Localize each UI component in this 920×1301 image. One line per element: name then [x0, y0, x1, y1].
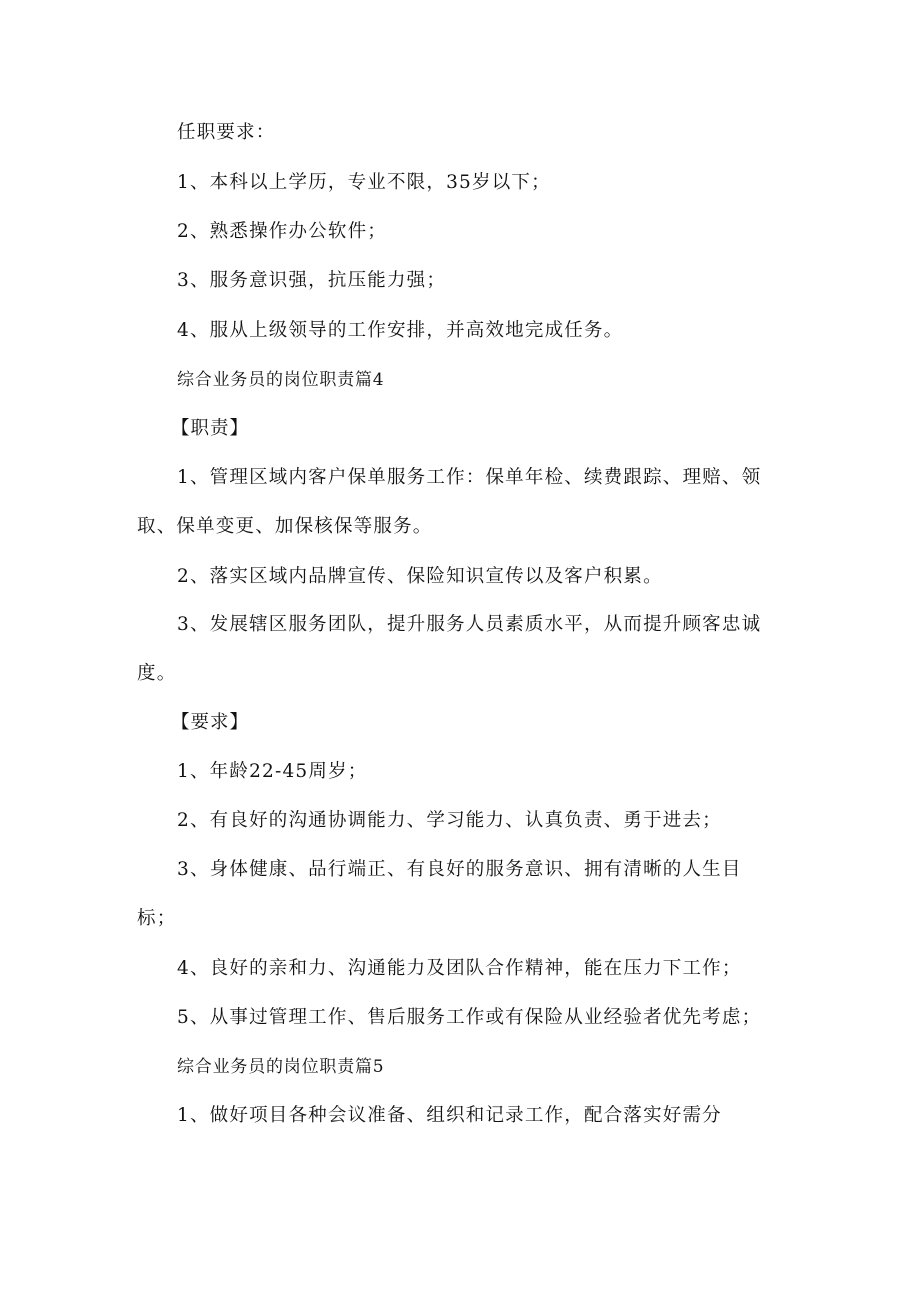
requirements-heading: 任职要求：: [177, 122, 276, 143]
requirements-item-4: 4、服从上级领导的工作安排，并高效地完成任务。: [177, 320, 624, 341]
req-item-3-line-1: 3、身体健康、品行端正、有良好的服务意识、拥有清晰的人生目: [177, 859, 742, 880]
requirements-item-1: 1、本科以上学历，专业不限，35岁以下；: [177, 172, 551, 193]
section-5-item-1-line-1: 1、做好项目各种会议准备、组织和记录工作，配合落实好需分: [177, 1105, 722, 1126]
duties-heading: 【职责】: [171, 418, 250, 439]
duties-item-1-line-2: 取、保单变更、加保核保等服务。: [137, 516, 433, 537]
section-4-title: 综合业务员的岗位职责篇4: [177, 370, 385, 390]
duties-item-1-line-1: 1、管理区域内客户保单服务工作：保单年检、续费跟踪、理赔、领: [177, 467, 762, 488]
requirements-bracket-heading: 【要求】: [171, 712, 250, 733]
requirements-item-2: 2、熟悉操作办公软件；: [177, 221, 387, 242]
req-item-2: 2、有良好的沟通协调能力、学习能力、认真负责、勇于进去；: [177, 810, 722, 831]
duties-item-3-line-2: 度。: [137, 663, 177, 684]
req-item-3-line-2: 标；: [137, 908, 177, 929]
req-item-1: 1、年龄22-45周岁；: [177, 761, 368, 782]
duties-item-3-line-1: 3、发展辖区服务团队，提升服务人员素质水平，从而提升顾客忠诚: [177, 614, 762, 635]
req-item-4: 4、良好的亲和力、沟通能力及团队合作精神，能在压力下工作；: [177, 958, 742, 979]
requirements-item-3: 3、服务意识强，抗压能力强；: [177, 270, 447, 291]
req-item-5: 5、从事过管理工作、售后服务工作或有保险从业经验者优先考虑；: [177, 1007, 762, 1028]
duties-item-2: 2、落实区域内品牌宣传、保险知识宣传以及客户积累。: [177, 566, 663, 587]
section-5-title: 综合业务员的岗位职责篇5: [177, 1057, 385, 1077]
